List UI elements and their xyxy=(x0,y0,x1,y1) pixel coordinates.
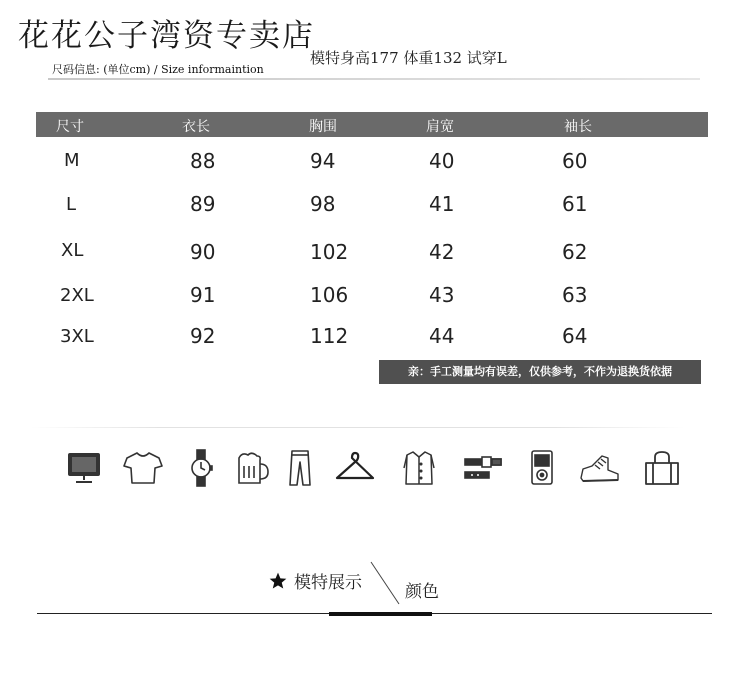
tshirt-icon xyxy=(121,448,165,488)
table-cell-size: L xyxy=(66,194,77,215)
store-title: 花花公子湾资专卖店 xyxy=(18,18,315,54)
table-cell-size: 3XL xyxy=(60,326,94,347)
table-cell-length: 88 xyxy=(190,149,216,173)
column-header-size: 尺寸 xyxy=(56,119,84,135)
tab-color[interactable] xyxy=(405,577,439,602)
table-cell-shoulder: 42 xyxy=(429,240,455,264)
tab-color-label: 颜色 xyxy=(405,582,439,602)
column-header-sleeve: 袖长 xyxy=(564,119,592,135)
tab-separator xyxy=(365,560,405,606)
watch-icon xyxy=(179,448,223,488)
table-cell-length: 90 xyxy=(190,240,216,264)
tab-model-display[interactable] xyxy=(268,568,362,593)
table-cell-size: M xyxy=(64,150,80,171)
size-table-header xyxy=(36,112,708,137)
table-cell-length: 91 xyxy=(190,283,216,307)
divider xyxy=(48,78,700,80)
star-icon xyxy=(268,571,288,591)
table-cell-chest: 112 xyxy=(310,324,349,348)
divider xyxy=(30,427,685,428)
table-cell-length: 92 xyxy=(190,324,216,348)
sneaker-icon xyxy=(578,448,622,488)
table-cell-sleeve: 63 xyxy=(562,283,588,307)
shirt-icon xyxy=(397,448,441,488)
table-cell-sleeve: 61 xyxy=(562,192,588,216)
table-cell-shoulder: 44 xyxy=(429,324,455,348)
bag-icon xyxy=(640,448,684,488)
table-cell-shoulder: 41 xyxy=(429,192,455,216)
table-cell-shoulder: 43 xyxy=(429,283,455,307)
mug-icon xyxy=(230,448,274,488)
model-info: 模特身高177 体重132 试穿L xyxy=(310,49,507,67)
table-cell-length: 89 xyxy=(190,192,216,216)
table-cell-chest: 106 xyxy=(310,283,349,307)
music-player-icon xyxy=(520,448,564,488)
table-cell-chest: 98 xyxy=(310,192,336,216)
column-header-length: 衣长 xyxy=(182,119,210,135)
table-cell-size: 2XL xyxy=(60,285,94,306)
table-cell-size: XL xyxy=(61,240,84,261)
column-header-chest: 胸围 xyxy=(309,119,337,135)
column-header-shoulder: 肩宽 xyxy=(426,119,454,135)
table-cell-chest: 102 xyxy=(310,240,349,264)
measurement-disclaimer: 亲：手工测量均有误差，仅供参考，不作为退换货依据 xyxy=(379,360,701,384)
table-cell-chest: 94 xyxy=(310,149,336,173)
monitor-icon xyxy=(62,448,106,488)
size-info-label: 尺码信息: (单位cm) / Size informaintion xyxy=(52,63,264,76)
table-cell-sleeve: 62 xyxy=(562,240,588,264)
table-cell-sleeve: 64 xyxy=(562,324,588,348)
tab-model-label: 模特展示 xyxy=(294,573,362,593)
table-cell-sleeve: 60 xyxy=(562,149,588,173)
hanger-icon xyxy=(333,448,377,488)
pants-icon xyxy=(278,448,322,488)
belt-icon xyxy=(462,448,506,488)
table-cell-shoulder: 40 xyxy=(429,149,455,173)
active-tab-indicator xyxy=(329,612,432,616)
